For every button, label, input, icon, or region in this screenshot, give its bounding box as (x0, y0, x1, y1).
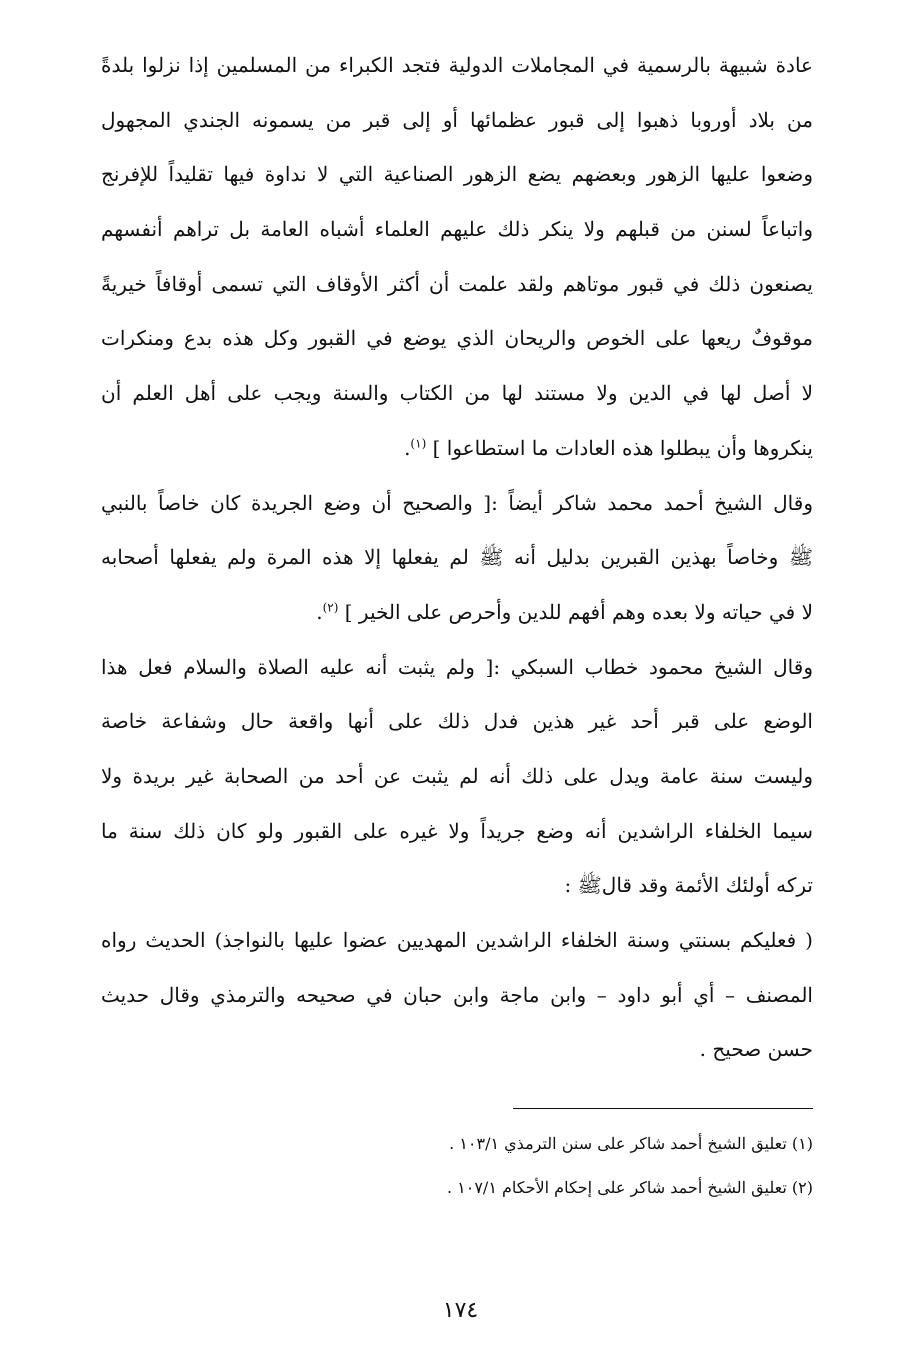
text-line: الوضع على قبر أحد غير هذين فدل ذلك على أنها واقعة حال وشفاعة خاصة (101, 709, 813, 734)
text-line: وقال الشيخ محمود خطاب السبكي :[ ولم يثبت أنه عليه الصلاة والسلام فعل هذا (101, 654, 813, 679)
text-line: سيما الخلفاء الراشدين أنه وضع جريداً ولا غيره على القبور ولو كان ذلك سنة ما (101, 818, 813, 843)
text-line: تركه أولئك الأئمة وقد قالﷺ : (564, 873, 813, 898)
footnote-separator (513, 1108, 813, 1109)
text-line-content: ينكروها وأن يبطلوا هذه العادات ما استطاعوا ] (432, 435, 813, 460)
text-line: وليست سنة عامة ويدل على ذلك أنه لم يثبت عن أحد من الصحابة غير بريدة ولا (101, 763, 813, 788)
text-line: لا أصل لها في الدين ولا مستند لها من الكتاب والسنة ويجب على أهل العلم أن (101, 381, 813, 406)
text-line: ﷺ وخاصاً بهذين القبرين بدليل أنه ﷺ لم يفعلها إلا هذه المرة ولم يفعلها أصحابه (101, 545, 813, 570)
text-line: ( فعليكم بسنتي وسنة الخلفاء الراشدين المهديين عضوا عليها بالنواجذ) الحديث رواه (101, 928, 813, 952)
text-line: يصنعون ذلك في قبور موتاهم ولقد علمت أن أكثر الأوقاف التي تسمى أوقافاً خيريةً (101, 271, 813, 296)
text-line: من بلاد أوروبا ذهبوا إلى قبور عظمائها أو إلى قبر من يسمونه الجندي المجهول (101, 107, 813, 132)
text-line: عادة شبيهة بالرسمية في المجاملات الدولية فتجد الكبراء من المسلمين إذا نزلوا بلدةً (101, 53, 813, 77)
page-number: ١٧٤ (442, 1298, 479, 1323)
text-line: واتباعاً لسنن من قبلهم ولا ينكر ذلك عليهم العلماء أشباه العامة بل تراهم أنفسهم (101, 217, 813, 242)
footnote-ref-1: (١) (410, 436, 427, 451)
text-line-content: لا في حياته ولا بعده وهم أفهم للدين وأحرص على الخير ] (344, 599, 813, 624)
footnote-ref-2: (٢) (322, 600, 339, 615)
footnote-1: (١) تعليق الشيخ أحمد شاكر على سنن الترمذي ١٠٣/١ . (449, 1134, 813, 1153)
footnotes (101, 1122, 813, 1210)
text-line: حسن صحيح . (699, 1037, 813, 1062)
text-line (101, 421, 813, 476)
text-line: وقال الشيخ أحمد محمد شاكر أيضاً :[ والصحيح أن وضع الجريدة كان خاصاً بالنبي (101, 490, 813, 515)
footnote-2: (٢) تعليق الشيخ أحمد شاكر على إحكام الأحكام ١٠٧/١ . (446, 1178, 813, 1197)
text-line: المصنف – أي أبو داود – وابن ماجة وابن حبان في صحيحه والترمذي وقال حديث (101, 982, 813, 1007)
footnote-ref-tail: . (316, 599, 323, 624)
text-line: وضعوا عليها الزهور وبعضهم يضع الزهور الصناعية التي لا نداوة فيها تقليداً للإفرنج (101, 162, 813, 187)
main-text (101, 38, 813, 1077)
text-line: موقوفٌ ريعها على الخوص والريحان الذي يوضع في القبور وكل هذه بدع ومنكرات (101, 326, 813, 351)
footnote-ref-tail: . (404, 435, 411, 460)
text-line (101, 585, 813, 640)
